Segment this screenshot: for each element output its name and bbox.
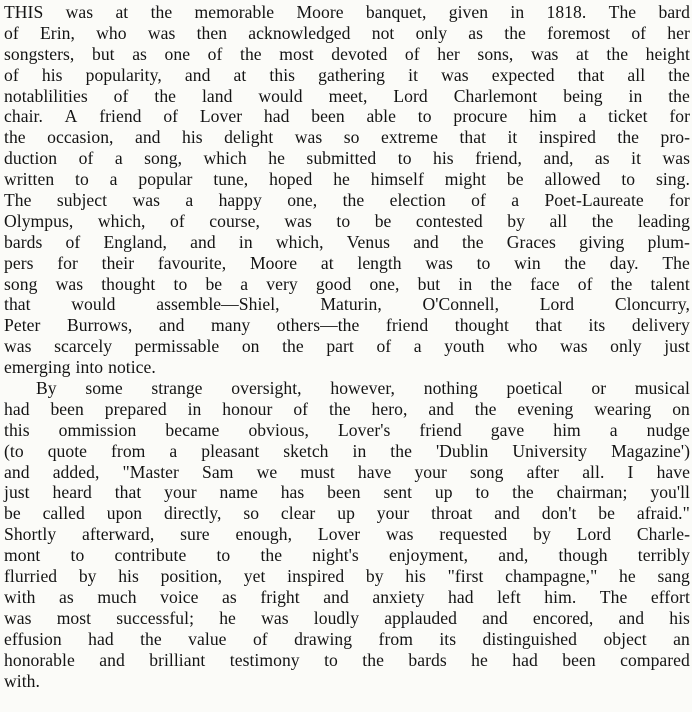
- text-line: pers for their favourite, Moore at length was to win the day. The: [4, 252, 690, 273]
- text-line: Olympus, which, of course, was to be contested by all the leading: [4, 210, 690, 231]
- text-line: The subject was a happy one, the election of a Poet-Laureate for: [4, 190, 690, 211]
- text-line: of his popularity, and at this gathering it was expected that all the: [4, 64, 690, 85]
- text-line: Shortly afterward, sure enough, Lover was requested by Lord Charle-: [4, 524, 690, 545]
- text-line: song was thought to be a very good one, but in the face of the talent: [4, 273, 690, 294]
- text-line: emerging into notice.: [4, 357, 156, 378]
- text-line: duction of a song, which he submitted to his friend, and, as it was: [4, 148, 690, 169]
- text-line: with.: [4, 670, 40, 691]
- article-body: [4, 2, 690, 691]
- text-line: songsters, but as one of the most devoted of her sons, was at the height: [4, 43, 690, 64]
- text-line: just heard that your name has been sent up to the chairman; you'll: [4, 482, 690, 503]
- text-line: effusion had the value of drawing from its distinguished object an: [4, 628, 690, 649]
- text-line: flurried by his position, yet inspired by his "first champagne," he sang: [4, 566, 690, 587]
- text-line: bards of England, and in which, Venus and the Graces giving plum-: [4, 231, 690, 252]
- text-line: of Erin, who was then acknowledged not only as the foremost of her: [4, 22, 690, 43]
- text-line: By some strange oversight, however, nothing poetical or musical: [36, 378, 690, 399]
- text-line: notablilities of the land would meet, Lord Charlemont being in the: [4, 85, 690, 106]
- text-line: that would assemble—Shiel, Maturin, O'Connell, Lord Cloncurry,: [4, 294, 690, 315]
- text-line: this ommission became obvious, Lover's friend gave him a nudge: [4, 419, 690, 440]
- text-line: was most successful; he was loudly applauded and encored, and his: [4, 607, 690, 628]
- text-line: written to a popular tune, hoped he himself might be allowed to sing.: [4, 169, 690, 190]
- text-line: with as much voice as fright and anxiety had left him. The effort: [4, 586, 690, 607]
- text-line: had been prepared in honour of the hero, and the evening wearing on: [4, 398, 690, 419]
- text-line: was scarcely permissable on the part of a youth who was only just: [4, 336, 690, 357]
- text-line: be called upon directly, so clear up your throat and don't be afraid.": [4, 503, 690, 524]
- text-line: THIS was at the memorable Moore banquet, given in 1818. The bard: [4, 2, 690, 22]
- text-line: mont to contribute to the night's enjoyment, and, though terribly: [4, 545, 690, 566]
- text-line: (to quote from a pleasant sketch in the 'Dublin University Magazine'): [4, 440, 690, 461]
- text-line: the occasion, and his delight was so extreme that it inspired the pro-: [4, 127, 690, 148]
- text-line: honorable and brilliant testimony to the bards he had been compared: [4, 649, 690, 670]
- text-line: chair. A friend of Lover had been able to procure him a ticket for: [4, 106, 690, 127]
- text-line: Peter Burrows, and many others—the friend thought that its delivery: [4, 315, 690, 336]
- text-line: and added, "Master Sam we must have your song after all. I have: [4, 461, 690, 482]
